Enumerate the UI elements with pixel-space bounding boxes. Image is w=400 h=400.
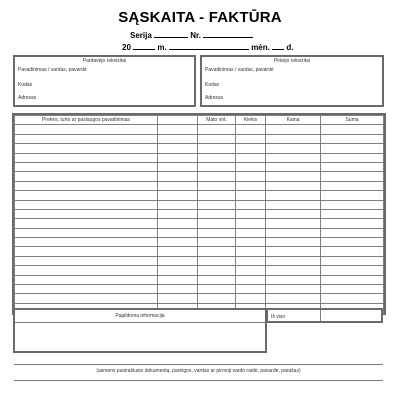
table-row <box>15 200 384 209</box>
cell-quantity[interactable] <box>236 162 266 171</box>
table-row <box>15 275 384 284</box>
buyer-name-label: Pavadinimas / vardas, pavardė <box>205 67 274 73</box>
seller-code-label: Kodas <box>18 82 33 88</box>
cell-blank[interactable] <box>158 200 198 209</box>
cell-blank[interactable] <box>158 238 198 247</box>
total-box <box>267 308 383 323</box>
seller-address-label: Adresas <box>18 95 37 101</box>
seller-name-label: Pavadinimas / vardas, pavardė <box>18 67 87 73</box>
cell-item-name[interactable] <box>15 125 158 134</box>
cell-quantity[interactable] <box>236 181 266 190</box>
cell-sum[interactable] <box>321 162 384 171</box>
table-row <box>15 144 384 153</box>
column-header-blank <box>158 116 198 125</box>
cell-item-name[interactable] <box>15 172 158 181</box>
cell-unit[interactable] <box>198 125 236 134</box>
cell-price[interactable] <box>266 162 321 171</box>
signature-line[interactable] <box>14 364 383 365</box>
cell-blank[interactable] <box>158 275 198 284</box>
cell-price[interactable] <box>266 181 321 190</box>
cell-quantity[interactable] <box>236 144 266 153</box>
additional-info-title: Papildoma informacija <box>115 313 165 319</box>
table-row <box>15 219 384 228</box>
year-field[interactable] <box>133 41 155 50</box>
cell-sum[interactable] <box>321 181 384 190</box>
column-header-quantity: Kiekis <box>236 116 266 125</box>
cell-blank[interactable] <box>158 247 198 256</box>
cell-item-name[interactable] <box>15 162 158 171</box>
cell-price[interactable] <box>266 144 321 153</box>
cell-sum[interactable] <box>321 294 384 303</box>
items-table <box>14 115 384 313</box>
month-label: m. <box>157 43 167 52</box>
cell-unit[interactable] <box>198 228 236 237</box>
table-row <box>15 162 384 171</box>
cell-blank[interactable] <box>158 285 198 294</box>
cell-quantity[interactable] <box>236 266 266 275</box>
buyer-box <box>200 55 384 107</box>
cell-item-name[interactable] <box>15 247 158 256</box>
cell-quantity[interactable] <box>236 125 266 134</box>
table-row <box>15 285 384 294</box>
cell-unit[interactable] <box>198 219 236 228</box>
cell-unit[interactable] <box>198 144 236 153</box>
cell-quantity[interactable] <box>236 172 266 181</box>
cell-item-name[interactable] <box>15 181 158 190</box>
signature-note: (asmens pasirašiusio dokumentą, pareigos, vardas ar pirmoji vardo raidė, pavardė, parašas) <box>96 368 301 374</box>
cell-blank[interactable] <box>158 228 198 237</box>
cell-quantity[interactable] <box>236 153 266 162</box>
cell-unit[interactable] <box>198 285 236 294</box>
cell-sum[interactable] <box>321 238 384 247</box>
total-label: Iš viso <box>271 314 286 320</box>
cell-sum[interactable] <box>321 275 384 284</box>
seller-box <box>13 55 196 107</box>
cell-unit[interactable] <box>198 191 236 200</box>
table-row <box>15 134 384 143</box>
cell-item-name[interactable] <box>15 144 158 153</box>
cell-sum[interactable] <box>321 256 384 265</box>
cell-price[interactable] <box>266 209 321 218</box>
items-body <box>15 125 384 313</box>
series-number-line <box>130 29 253 40</box>
signature-line-2[interactable] <box>14 380 383 381</box>
buyer-address-label: Adresas <box>205 95 224 101</box>
cell-item-name[interactable] <box>15 275 158 284</box>
series-label: Serija <box>130 31 152 40</box>
cell-blank[interactable] <box>158 256 198 265</box>
cell-sum[interactable] <box>321 209 384 218</box>
date-line <box>122 41 293 52</box>
cell-unit[interactable] <box>198 209 236 218</box>
cell-blank[interactable] <box>158 294 198 303</box>
cell-blank[interactable] <box>158 172 198 181</box>
cell-blank[interactable] <box>158 266 198 275</box>
cell-price[interactable] <box>266 247 321 256</box>
cell-sum[interactable] <box>321 247 384 256</box>
additional-info-divider <box>15 322 265 323</box>
cell-sum[interactable] <box>321 144 384 153</box>
cell-quantity[interactable] <box>236 200 266 209</box>
cell-unit[interactable] <box>198 134 236 143</box>
column-header-item-name: Prekės, turto ar paslaugos pavadinimas <box>15 116 158 125</box>
cell-item-name[interactable] <box>15 285 158 294</box>
cell-sum[interactable] <box>321 191 384 200</box>
day-prefix: mėn. <box>251 43 270 52</box>
cell-sum[interactable] <box>321 285 384 294</box>
cell-quantity[interactable] <box>236 228 266 237</box>
table-row <box>15 181 384 190</box>
cell-price[interactable] <box>266 200 321 209</box>
cell-blank[interactable] <box>158 181 198 190</box>
cell-unit[interactable] <box>198 294 236 303</box>
cell-price[interactable] <box>266 228 321 237</box>
table-row <box>15 228 384 237</box>
column-header-sum: Suma <box>321 116 384 125</box>
cell-quantity[interactable] <box>236 285 266 294</box>
cell-price[interactable] <box>266 256 321 265</box>
cell-quantity[interactable] <box>236 275 266 284</box>
cell-unit[interactable] <box>198 238 236 247</box>
cell-item-name[interactable] <box>15 209 158 218</box>
cell-unit[interactable] <box>198 275 236 284</box>
table-row <box>15 256 384 265</box>
cell-price[interactable] <box>266 285 321 294</box>
cell-blank[interactable] <box>158 209 198 218</box>
cell-sum[interactable] <box>321 125 384 134</box>
cell-quantity[interactable] <box>236 238 266 247</box>
table-row <box>15 247 384 256</box>
month-field[interactable] <box>169 41 249 50</box>
cell-price[interactable] <box>266 275 321 284</box>
cell-price[interactable] <box>266 191 321 200</box>
cell-item-name[interactable] <box>15 153 158 162</box>
cell-sum[interactable] <box>321 172 384 181</box>
column-header-price: Kaina <box>266 116 321 125</box>
cell-item-name[interactable] <box>15 134 158 143</box>
cell-quantity[interactable] <box>236 219 266 228</box>
series-field[interactable] <box>154 29 188 38</box>
cell-quantity[interactable] <box>236 209 266 218</box>
cell-unit[interactable] <box>198 162 236 171</box>
cell-blank[interactable] <box>158 162 198 171</box>
buyer-title: Pirkėjo rekvizitai <box>273 58 311 64</box>
table-row <box>15 238 384 247</box>
cell-sum[interactable] <box>321 228 384 237</box>
cell-quantity[interactable] <box>236 191 266 200</box>
day-label: d. <box>286 43 294 52</box>
cell-blank[interactable] <box>158 125 198 134</box>
cell-blank[interactable] <box>158 219 198 228</box>
cell-quantity[interactable] <box>236 294 266 303</box>
cell-sum[interactable] <box>321 266 384 275</box>
cell-item-name[interactable] <box>15 256 158 265</box>
table-row <box>15 153 384 162</box>
additional-info-box <box>13 308 267 353</box>
cell-item-name[interactable] <box>15 266 158 275</box>
cell-item-name[interactable] <box>15 228 158 237</box>
cell-price[interactable] <box>266 125 321 134</box>
cell-item-name[interactable] <box>15 200 158 209</box>
cell-quantity[interactable] <box>236 256 266 265</box>
cell-sum[interactable] <box>321 153 384 162</box>
invoice-title: SĄSKAITA - FAKTŪRA <box>118 9 282 26</box>
cell-price[interactable] <box>266 294 321 303</box>
cell-blank[interactable] <box>158 134 198 143</box>
table-row <box>15 191 384 200</box>
cell-price[interactable] <box>266 238 321 247</box>
year-prefix: 20 <box>122 43 131 52</box>
cell-sum[interactable] <box>321 200 384 209</box>
total-divider <box>320 310 321 321</box>
cell-quantity[interactable] <box>236 134 266 143</box>
cell-quantity[interactable] <box>236 247 266 256</box>
table-row <box>15 266 384 275</box>
cell-sum[interactable] <box>321 219 384 228</box>
column-header-unit: Mato vnt. <box>198 116 236 125</box>
cell-price[interactable] <box>266 219 321 228</box>
number-field[interactable] <box>203 29 253 38</box>
cell-blank[interactable] <box>158 144 198 153</box>
cell-price[interactable] <box>266 134 321 143</box>
cell-item-name[interactable] <box>15 294 158 303</box>
cell-item-name[interactable] <box>15 191 158 200</box>
cell-blank[interactable] <box>158 153 198 162</box>
table-row <box>15 209 384 218</box>
items-header-row <box>15 116 384 125</box>
cell-unit[interactable] <box>198 266 236 275</box>
buyer-code-label: Kodas <box>205 82 220 88</box>
table-row <box>15 172 384 181</box>
cell-item-name[interactable] <box>15 238 158 247</box>
table-row <box>15 125 384 134</box>
cell-unit[interactable] <box>198 247 236 256</box>
cell-unit[interactable] <box>198 172 236 181</box>
cell-unit[interactable] <box>198 181 236 190</box>
cell-sum[interactable] <box>321 134 384 143</box>
table-row <box>15 294 384 303</box>
cell-price[interactable] <box>266 153 321 162</box>
cell-blank[interactable] <box>158 191 198 200</box>
cell-unit[interactable] <box>198 256 236 265</box>
number-label: Nr. <box>190 31 201 40</box>
cell-item-name[interactable] <box>15 219 158 228</box>
cell-price[interactable] <box>266 266 321 275</box>
cell-price[interactable] <box>266 172 321 181</box>
day-field[interactable] <box>272 41 284 50</box>
cell-unit[interactable] <box>198 153 236 162</box>
seller-title: Pardavėjo rekvizitai <box>82 58 127 64</box>
cell-unit[interactable] <box>198 200 236 209</box>
